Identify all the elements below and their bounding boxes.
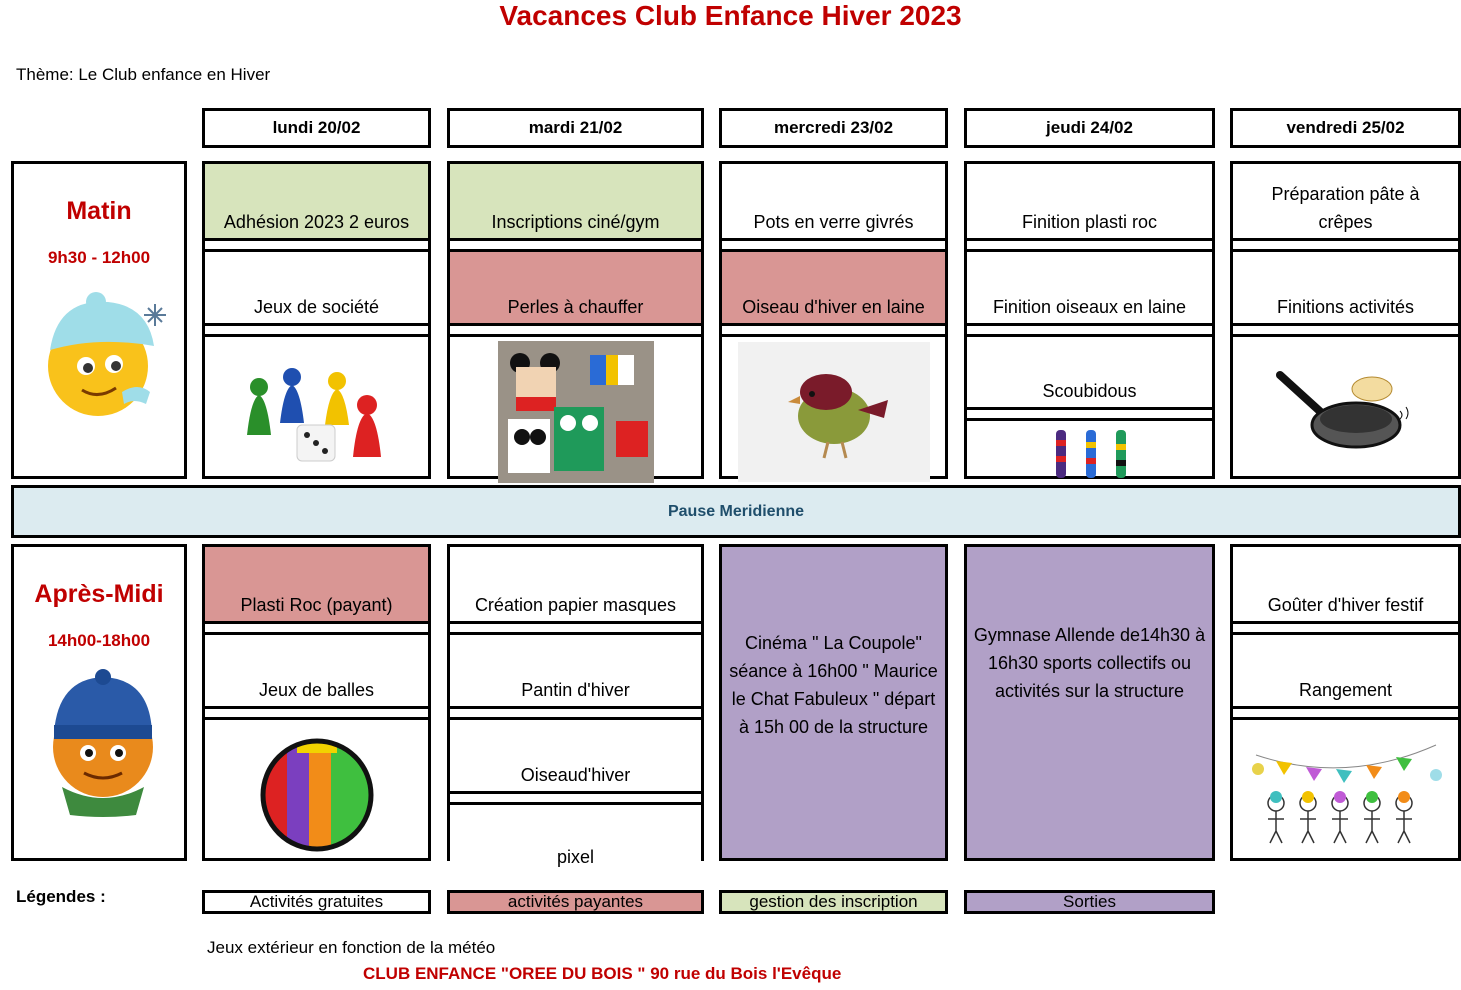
morning-friday-column (1230, 161, 1461, 479)
day-header-monday: lundi 20/02 (202, 108, 431, 148)
club-address: CLUB ENFANCE "OREE DU BOIS " 90 rue du Bois l'Evêque (363, 964, 842, 983)
beanie-scarf-smiley-icon (40, 669, 184, 819)
morning-wednesday-column (719, 161, 948, 479)
morning-label: Matin (66, 197, 132, 225)
theme-text: Thème: Le Club enfance en Hiver (16, 65, 271, 84)
day-header-friday: vendredi 25/02 (1230, 108, 1461, 148)
morning-monday-column (202, 161, 431, 479)
morning-thursday-slot-2: Finition oiseaux en laine (967, 252, 1212, 323)
afternoon-wednesday-outing: Cinéma " La Coupole" séance à 16h00 " Maurice le Chat Fabuleux " départ à 15h 00 de la structure (719, 544, 948, 861)
board-game-pawns-icon (205, 337, 428, 487)
legend-paid: activités payantes (447, 890, 704, 914)
winter-hat-smiley-icon (38, 288, 184, 418)
lunch-break-banner: Pause Meridienne (11, 485, 1461, 538)
wool-bird-photo (722, 337, 945, 487)
afternoon-friday-slot-2: Rangement (1233, 635, 1458, 706)
afternoon-tuesday-column (447, 544, 704, 867)
morning-label-box (11, 161, 187, 479)
morning-monday-slot-1: Adhésion 2023 2 euros (205, 164, 428, 238)
legend-outing: Sorties (964, 890, 1215, 914)
morning-tuesday-slot-1: Inscriptions ciné/gym (450, 164, 701, 238)
party-kids-icon (1233, 720, 1458, 870)
afternoon-tuesday-slot-1: Création papier masques (450, 547, 701, 621)
day-header-tuesday: mardi 21/02 (447, 108, 704, 148)
afternoon-friday-slot-1: Goûter d'hiver festif (1233, 547, 1458, 621)
morning-tuesday-slot-2: Perles à chauffer (450, 252, 701, 323)
afternoon-hours: 14h00-18h00 (47, 631, 151, 650)
afternoon-friday-column (1230, 544, 1461, 861)
afternoon-tuesday-slot-3: Oiseaud'hiver (450, 720, 701, 791)
afternoon-monday-slot-1: Plasti Roc (payant) (205, 547, 428, 621)
afternoon-label-box (11, 544, 187, 861)
morning-wednesday-slot-1: Pots en verre givrés (722, 164, 945, 238)
legend-label: Légendes : (16, 887, 106, 906)
afternoon-label: Après-Midi (34, 580, 164, 608)
afternoon-tuesday-slot-4: pixel (450, 805, 701, 873)
legend-registration: gestion des inscription (719, 890, 948, 914)
page-title: Vacances Club Enfance Hiver 2023 (499, 0, 962, 31)
crepe-pan-icon (1233, 337, 1458, 487)
day-header-wednesday: mercredi 23/02 (719, 108, 948, 148)
legend-free: Activités gratuites (202, 890, 431, 914)
afternoon-thursday-outing: Gymnase Allende de14h30 à 16h30 sports collectifs ou activités sur la structure (964, 544, 1215, 861)
morning-friday-slot-2: Finitions activités (1233, 252, 1458, 323)
morning-wednesday-slot-2: Oiseau d'hiver en laine (722, 252, 945, 323)
fuse-beads-photo (450, 337, 701, 487)
day-header-thursday: jeudi 24/02 (964, 108, 1215, 148)
weather-note: Jeux extérieur en fonction de la météo (207, 938, 496, 957)
afternoon-tuesday-slot-2: Pantin d'hiver (450, 635, 701, 706)
morning-thursday-slot-1: Finition plasti roc (967, 164, 1212, 238)
afternoon-monday-column (202, 544, 431, 861)
morning-monday-slot-2: Jeux de société (205, 252, 428, 323)
morning-thursday-slot-3: Scoubidous (967, 337, 1212, 407)
morning-hours: 9h30 - 12h00 (47, 248, 151, 267)
morning-tuesday-column (447, 161, 704, 479)
beach-ball-icon (205, 720, 428, 870)
morning-thursday-column (964, 161, 1215, 479)
scoubidou-photo (967, 421, 1212, 487)
afternoon-monday-slot-2: Jeux de balles (205, 635, 428, 706)
morning-friday-slot-1: Préparation pâte à crêpes (1233, 164, 1458, 238)
